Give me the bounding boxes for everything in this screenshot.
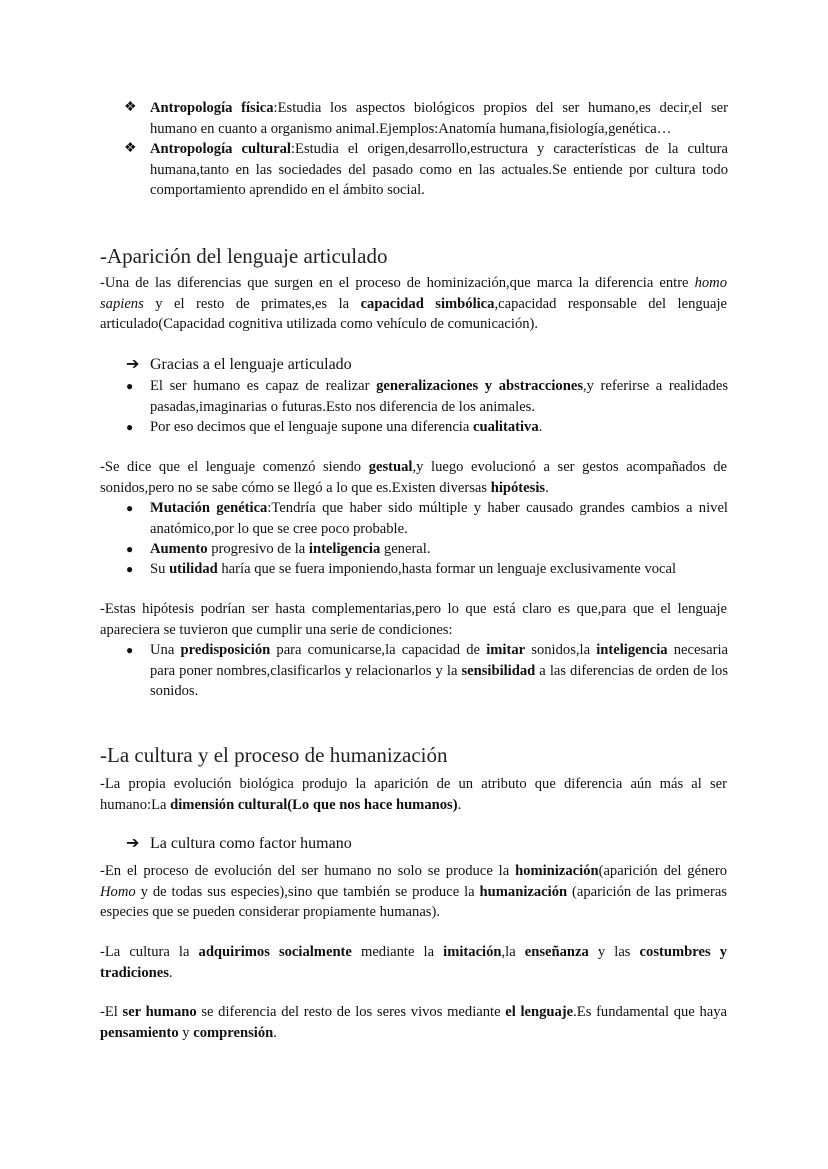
bullet-icon: ● — [126, 542, 134, 556]
bold-text: utilidad — [169, 561, 218, 577]
list-item — [150, 417, 728, 438]
text: (aparición del género — [598, 863, 727, 879]
diamond-bullet-icon: ❖ — [124, 100, 137, 115]
text: :Tendría que haber sido múltiple y haber causado grandes cambios a nivel anatómico,por lo que se cree poco probable. — [150, 500, 728, 537]
text: -Se dice que el lenguaje comenzó siendo — [100, 459, 369, 475]
bold-text: imitar — [486, 642, 526, 658]
paragraph — [100, 774, 727, 815]
arrow-item — [126, 354, 352, 376]
section-heading-lenguaje: -Aparición del lenguaje articulado — [100, 244, 388, 268]
bold-text: capacidad simbólica — [360, 295, 495, 312]
bold-text: imitación — [443, 944, 502, 960]
text: haría que se fuera imponiendo,hasta formar un lenguaje exclusivamente vocal — [217, 561, 677, 577]
bold-text: humanización — [479, 883, 568, 900]
list-item — [150, 559, 728, 580]
bold-text: predisposición — [180, 642, 271, 658]
bold-text: generalizaciones y abstracciones — [376, 378, 584, 394]
bold-text: dimensión cultural(Lo que nos hace humanos) — [170, 796, 458, 813]
arrow-icon: ➔ — [126, 356, 140, 373]
list-item-antropologia-cultural — [150, 139, 728, 201]
bullet-icon: ● — [126, 420, 134, 434]
list-item — [150, 539, 728, 560]
term: Antropología física — [150, 100, 274, 116]
text: . — [168, 964, 173, 981]
text: ,capacidad responsable del lenguaje articulado(Capacidad cognitiva utilizada como vehículo de comunicación). — [100, 295, 727, 332]
text: . — [538, 419, 543, 435]
text: progresivo de la — [207, 541, 309, 557]
diamond-bullet-icon: ❖ — [124, 141, 137, 156]
text: Su — [150, 561, 170, 577]
text: .Es fundamental que haya — [573, 1004, 727, 1020]
paragraph — [100, 1002, 727, 1043]
bold-text: Aumento — [150, 541, 208, 557]
list-item — [150, 640, 728, 702]
text: -La cultura la — [100, 944, 199, 960]
text: -La propia evolución biológica produjo la aparición de un atributo que diferencia aún más al ser humano:La — [100, 776, 727, 813]
text: Una — [150, 642, 181, 658]
paragraph — [100, 273, 727, 335]
bold-text: hipótesis — [490, 479, 546, 496]
text: y el resto de primates,es la — [143, 295, 361, 312]
italic-text: homo sapiens — [100, 275, 727, 312]
paragraph — [100, 457, 727, 498]
text: se diferencia del resto de los seres vivos mediante — [196, 1004, 506, 1020]
bold-text: pensamiento — [100, 1024, 179, 1041]
bold-text: ser humano — [122, 1004, 197, 1020]
bold-text: costumbres y tradiciones — [100, 944, 727, 981]
text: -El — [100, 1004, 123, 1020]
text: sonidos,la — [525, 642, 597, 658]
text: -En el proceso de evolución del ser humano no solo se produce la — [100, 863, 516, 879]
text: (aparición de las primeras especies que se pueden considerar propiamente humanas). — [100, 883, 727, 920]
text: y de todas sus especies),sino que también se produce la — [135, 883, 480, 900]
bold-text: sensibilidad — [461, 662, 536, 679]
text: . — [545, 479, 549, 496]
text: para comunicarse,la capacidad de — [270, 642, 487, 658]
bold-text: enseñanza — [524, 944, 589, 960]
term: Antropología cultural — [150, 141, 291, 157]
italic-text: Homo — [100, 883, 136, 900]
text: ,la — [501, 944, 525, 960]
bullet-icon: ● — [126, 562, 134, 576]
arrow-item-label: Gracias a el lenguaje articulado — [150, 356, 352, 373]
list-item — [150, 376, 728, 417]
text: necesaria para poner nombres,clasificarlos y relacionarlos y la — [150, 642, 729, 679]
text: . — [457, 796, 462, 813]
text: a las diferencias de orden de los sonidos. — [150, 662, 728, 699]
list-item — [150, 498, 728, 539]
bold-text: inteligencia — [596, 642, 668, 658]
definition: :Estudia los aspectos biológicos propios del ser humano,es decir,el ser humano en cuanto a organismo animal.Ejemplos:Anatomía humana,fisiología,genética… — [150, 100, 728, 137]
arrow-item-label: La cultura como factor humano — [150, 835, 352, 852]
bullet-icon: ● — [126, 643, 134, 657]
text: El ser humano es capaz de realizar — [150, 378, 377, 394]
text: y — [178, 1024, 194, 1041]
bold-text: gestual — [368, 459, 413, 475]
bold-text: Mutación genética — [150, 500, 268, 516]
paragraph — [100, 942, 727, 983]
text: -Una de las diferencias que surgen en el proceso de hominización,que marca la diferencia entre — [100, 275, 695, 291]
section-heading-cultura: -La cultura y el proceso de humanización — [100, 743, 448, 767]
text: ,y referirse a realidades pasadas,imaginarias o futuras.Esto nos diferencia de los animales. — [150, 378, 728, 415]
text: Por eso decimos que el lenguaje supone una diferencia — [150, 419, 473, 435]
text: . — [273, 1024, 277, 1041]
bullet-icon: ● — [126, 379, 134, 393]
text: ,y luego evolucionó a ser gestos acompañados de sonidos,pero no se sabe cómo se llegó a lo que es.Existen diversas — [100, 459, 727, 496]
text: y las — [588, 944, 640, 960]
paragraph — [100, 861, 727, 923]
bold-text: cualitativa — [472, 419, 539, 435]
bold-text: inteligencia — [308, 541, 381, 557]
text: general. — [380, 541, 431, 557]
list-item-antropologia-fisica — [150, 98, 728, 139]
bold-text: comprensión — [193, 1024, 274, 1041]
text: mediante la — [351, 944, 444, 960]
bold-text: hominización — [515, 863, 599, 879]
arrow-item — [126, 833, 352, 855]
definition: :Estudia el origen,desarrollo,estructura y características de la cultura humana,tanto en las sociedades del pasado como en las actuales.Se entiende por cultura todo comportamiento aprendido en el ámbito social. — [150, 141, 728, 198]
arrow-icon: ➔ — [126, 835, 140, 852]
paragraph: -Estas hipótesis podrían ser hasta complementarias,pero lo que está claro es que,para que el lenguaje apareciera se tuvieron que cumplir una serie de condiciones: — [100, 601, 727, 638]
bold-text: el lenguaje — [505, 1004, 574, 1020]
bold-text: adquirimos socialmente — [198, 944, 352, 960]
bullet-icon: ● — [126, 501, 134, 515]
